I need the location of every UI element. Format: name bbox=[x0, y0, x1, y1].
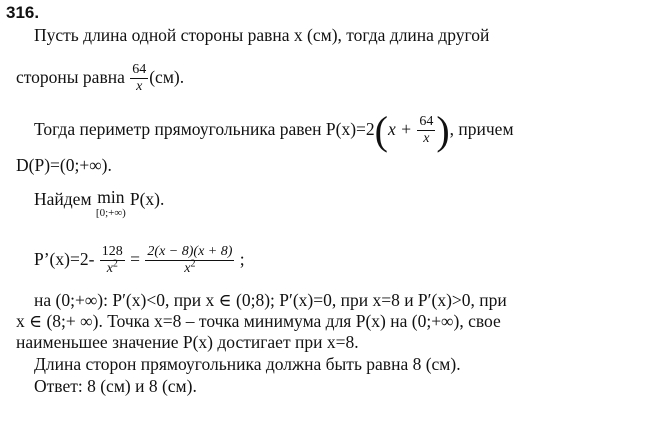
problem-number: 316. bbox=[6, 3, 40, 22]
perimeter-text: Тогда периметр прямоугольника равен P(x)=2 bbox=[34, 119, 375, 139]
fraction-64-over-x bbox=[130, 62, 148, 95]
text-line-9: наименьшее значение P(x) достигает при x=8. bbox=[16, 332, 359, 352]
equals-sign: = bbox=[130, 249, 141, 269]
fraction-denominator: x bbox=[423, 131, 430, 147]
min-operator bbox=[96, 189, 126, 221]
answer-line: Ответ: 8 (см) и 8 (см). bbox=[34, 376, 197, 396]
text-line-7: на (0;+∞): P′(x)<0, при x ∈ (0;8); P′(x)=0, при x=8 и P′(x)>0, при bbox=[34, 290, 507, 310]
fraction-denominator: $x^2$ bbox=[106, 258, 118, 277]
fraction-numerator: 128 bbox=[101, 244, 123, 260]
text-line-3 bbox=[34, 107, 514, 151]
text-line-8: x ∈ (8;+ ∞). Точка x=8 – точка минимума для P(x) на (0;+∞), свое bbox=[16, 311, 501, 331]
fraction-64-over-x-2 bbox=[417, 114, 435, 147]
min-target: P(x). bbox=[129, 189, 165, 209]
fraction-factored bbox=[145, 244, 234, 277]
fraction-numerator: 64 bbox=[419, 114, 434, 130]
text-line-2 bbox=[16, 57, 184, 97]
perimeter-expr: x + bbox=[387, 119, 412, 139]
find-text: Найдем bbox=[34, 189, 92, 209]
min-word: min bbox=[97, 187, 125, 207]
line3-tail: , причем bbox=[449, 119, 514, 139]
line2-units: (см). bbox=[149, 67, 185, 87]
semicolon: ; bbox=[239, 249, 245, 269]
open-paren: ( bbox=[374, 107, 388, 153]
min-domain: [0;+∞) bbox=[95, 207, 126, 219]
fraction-denominator: $x^2$ bbox=[184, 258, 196, 277]
line2-text: стороны равна bbox=[16, 67, 125, 87]
fraction-128-over-x2 bbox=[100, 244, 125, 277]
text-line-10: Длина сторон прямоугольника должна быть равна 8 (см). bbox=[34, 354, 461, 374]
fraction-numerator: 2(x − 8)(x + 8) bbox=[147, 244, 233, 260]
text-line-6 bbox=[34, 238, 245, 280]
text-line-1: Пусть длина одной стороны равна x (см), тогда длина другой bbox=[34, 25, 490, 45]
close-paren: ) bbox=[436, 107, 450, 153]
derivative-lhs: P’(x)=2- bbox=[34, 249, 95, 269]
text-line-4: D(P)=(0;+∞). bbox=[16, 155, 112, 175]
text-line-5 bbox=[34, 189, 164, 221]
fraction-numerator: 64 bbox=[132, 62, 147, 78]
fraction-denominator: x bbox=[136, 79, 143, 95]
